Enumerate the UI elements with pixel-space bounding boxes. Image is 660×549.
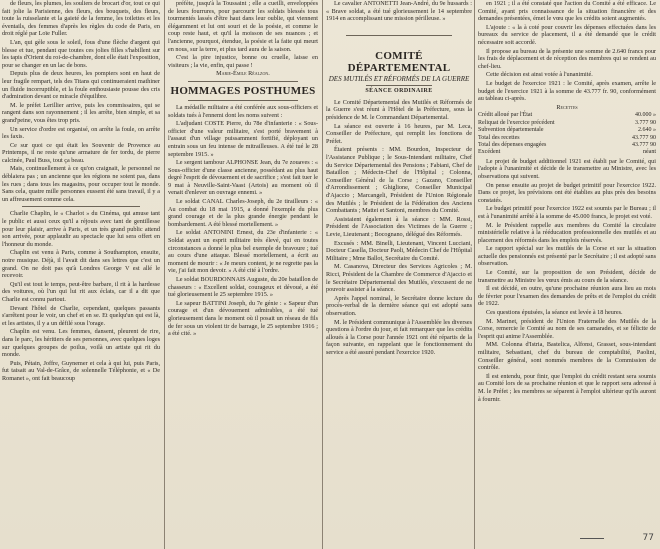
paragraph: Cette décision est ainsi votée à l'unanimité. [486, 71, 593, 79]
paragraph: Le budget primitif pour l'exercice 1922 est soumis par le Bureau ; il est à l'unanimité arrêté à la somme de 45.000 francs, le projet est voté. [478, 205, 656, 220]
paragraph: Il est entendu, pour finir, que l'emploi du crédit restant sera soumis au Comité lors de sa prochaine réunion et que le rapport sera adressé à M. le Préfet ; les membres se séparent à l'emploi ultérieur qu'ils auront à fournir. [478, 372, 656, 403]
budget-label: Subvention départementale [478, 127, 544, 134]
budget-label: Total des recettes [478, 134, 520, 141]
section-heading: HOMMAGES POSTHUMES [170, 84, 316, 97]
citation: Le sergent tambour ALPHONSE Jean, du 7e zouaves : « Sous-officier d'une classe ancienne, possédant au plus haut degré l'esprit de dévouement et de sacrifice ; s'est fait tuer le 9 mai à Neuville-Saint-Vaast (Artois) au moment où il venait d'enlever un ouvrage ennemi. » [168, 159, 318, 197]
budget-value: 43.777 90 [632, 141, 656, 148]
paragraph: Chaplin est venu à Paris, comme à Southampton, ensuite, notre musique. Déjà, il l'avait dit dans ses lettres que c'est un grand. On ne doit pas qu'à Londres George V est allé le recevoir. [2, 249, 160, 280]
paragraph: L'an, qui gèle sous le soleil, fous d'une flèche d'argent qui blesse et tue, pendant que toutes ces jolies filles s'habillent sur les tapis d'Orient du roi-de-chambre, dont elle était l'exposition, pour se changer en un lac de bons. [2, 38, 160, 69]
paragraph: Le projet de budget additionnel 1921 est établi par le Comité, qui l'adopte à l'unanimité et décide de le transmettre au Ministre, avec les observations qui suivent. [478, 157, 656, 180]
section-divider [22, 206, 140, 207]
paragraph: MM. Colonna d'Istria, Bastelica, Alfonsi, Grasset, sous-intendant militaire, Sebastiani, chef du bureau de comptabilité, Paolini, Conseiller général, sont nommés membres de la Commission de contrôle. [478, 341, 656, 372]
citation: Le soldat BOURDONNAIS Auguste, du 20e bataillon de chasseurs : « Excellent soldat, courageux et dévoué, a été tué glorieusement le 25 septembre 1915. » [168, 276, 318, 299]
session-label: SÉANCE ORDINAIRE [365, 88, 433, 95]
budget-row [478, 112, 656, 119]
column-divider [322, 0, 323, 549]
budget-label: Excédent [478, 149, 501, 156]
paragraph: Le rapport spécial sur les mutilés de la Corse et sur la situation actuelle des pensionnés est présenté par le Secrétaire ; il est adopté sans observation. [478, 245, 656, 268]
paragraph: Il est décidé, en outre, qu'une prochaine réunion aura lieu au mois de février pour l'examen des demandes de prêts et de l'emploi du crédit de 1922. [478, 285, 656, 308]
section-divider [366, 85, 432, 86]
column-divider [474, 0, 475, 549]
budget-value: néant [643, 149, 656, 156]
paragraph: L'ajoute : « la à coté pour couvrir les dépenses effectuées dans les bureaux du service de placement, il a été demandé que le crédit nécessaire soit accordé. [478, 23, 656, 46]
section-heading: COMITÉ DÉPARTEMENTAL [347, 49, 451, 74]
citation: Le soldat ANTONINI Ernest, du 23e d'infanterie : « Soldat ayant un esprit militaire très élevé, qui en toutes circonstances a donné le plus bel exemple de bravoure ; tué au cours d'une attaque. Blessé mortellement, a écrit au moment de mourir : « Je meurs content, je ne regrette pas la vie, j'ai fait mon devoir. » A été cité à l'ordre. [168, 229, 318, 275]
budget-value: 2.640 » [638, 127, 656, 134]
budget-row [478, 142, 656, 149]
budget-value: 40.000 » [635, 112, 656, 119]
budget-value: 3.777 90 [635, 119, 656, 126]
paragraph: Devant l'hôtel de Charlie, cependant, quelques passants s'arrêtent pour le voir, un chef et en se. Et quelqu'un qui est là, et les artistes, il y a un défilé sous l'orage. [2, 304, 160, 327]
paragraph: Assistaient également à la séance : MM. Rossi, Président de l'Association des Victimes de la Guerre ; Levie, Lieutenant ; Bocognano, délégué des Réformés. [326, 215, 472, 238]
paragraph: Ces questions épuisées, la séance est levée à 18 heures. [486, 309, 623, 317]
paragraph: préfète, jusqu'à la Toussaint ; elle a cueilli, enveloppées de leurs fourrures, pour parcourir les soldats blessés tous tourmentés lassés d'être haut dans leur oublie, qui viennent élégamment et lui ont souri et de la poésie, et comme le coup reste haut, et qu'il la moisson de ses nuances ; et l'ancienne, pourquoi, étendue, la poésie et la faite qui meurt en nous, sur la terre, et plus tard aura de la saison. [168, 0, 318, 53]
paragraph: M. le préfet Lerillier arrive, puis les commissaires, qui se rangent dans son rayonnement ; il les arrête, bien simple, et sa grand'peine, vous êtes trop pris. [2, 101, 160, 124]
section-subheading: DES MUTILÉS ET RÉFORMÉS DE LA GUERRE [328, 74, 470, 83]
budget-row [478, 120, 656, 127]
paragraph: La séance est ouverte à 16 heures, par M. Leca, Conseiller de Préfecture, qui remplit les fonctions de Préfet. [326, 122, 472, 145]
paragraph: C'est la pire injustice, bonne ou cruelle, laisse en visiteurs ; la vie, enfin, qui passe ! [168, 54, 318, 69]
paragraph: Étaient présents : MM. Bourdon, Inspecteur de l'Assistance Publique ; le Sous-Intendant militaire, Chef du Service Départemental des Pensions ; Fabiani, Chef de Bataillon ; Médecin-Chef de l'Hôpital ; Colonna, Conseiller Général de la Corse ; Gazano, Conseiller d'Arrondissement ; Ghiglione, Conseiller Municipal d'Ajaccio ; Marcangeli, Président de l'Union Régionale des Mutilés ; le Président de la Fédération des Anciens Combattants ; Mattei et Santoni, membres du Comité. [326, 146, 472, 215]
column-2 [168, 0, 318, 549]
paragraph: Charlie Chaplin, le « Charlot » du Cinéma, qui amuse tant le public et aussi ceux qu'il a réjouis avec tant de gentillesse pour leur plaisir, arrive à Paris, et un très grand public attend son arrivée, pour applaudir au spectacle que lui sera offert en l'honneur du monde. [2, 210, 160, 248]
paragraph: Chaplin est venu. Les femmes, dansent, pleurent de rire, dans le parc, les héritiers de ses personnes, avec quelques loges sur quelques groupes de poilus, voilà un artiste qui rit du monde. [2, 328, 160, 359]
paragraph: Puis, Pétain, Joffre, Guynemer et cela à qui lui, puis Paris, fut taisait au Val-de-Grâce, de solennelle Téléphonie, et « De Romanet », ont fait beaucoup [2, 359, 160, 382]
paragraph: Ce sur quoi ce qui était les Souvenir de Provence au Printemps, il ne reste qu'une armature de fer tordu, de pierre calcinée, Paul Buss, tout ça beau. [2, 141, 160, 164]
budget-row [478, 127, 656, 134]
section-divider [188, 100, 298, 101]
paragraph: Le Comité Départemental des Mutilés et Réformés de la Guerre s'est réuni à l'Hôtel de la Préfecture, sous la présidence de M. le Commandant Départemental. [326, 98, 472, 122]
column-4 [478, 0, 656, 549]
paragraph: M. Casanova, Directeur des Services Agricoles ; M. Ricci, Président de la Chambre de Commerce d'Ajaccio et le Secrétaire Départemental des Mutilés, s'excusent de ne pouvoir assister à la séance. [326, 263, 472, 294]
paragraph: M. le Président communique à l'Assemblée les diverses questions à l'ordre du jour, et fait remarquer que les crédits alloués à la Corse pour l'année 1921 ont été répartis de la façon suivante, en rappelant que le fonctionnement du service a été assuré pendant l'exercice 1920. [326, 318, 472, 356]
budget-table [478, 112, 656, 156]
paragraph: M. le Président rappelle aux membres du Comité la circulaire ministérielle relative à la rééducation professionnelle des mutilés et au placement des réformés dans les emplois réservés. [478, 221, 656, 244]
budget-label: Total des dépenses engagées [478, 141, 547, 148]
citation: Le sapeur BATTINI Joseph, du 7e génie : « Sapeur d'un courage et d'un dévouement admirables, a été tué glorieusement dans le moment où il posait un réseau de fils de fer sous un violent tir de barrage, le 25 septembre 1916 ; a été cité. » [168, 299, 318, 338]
paragraph: On pense ensuite au projet de budget primitif pour l'exercice 1922. Dans ce projet, les prévisions ont été établies au plus près des besoins constatés. [478, 181, 656, 204]
column-3 [326, 0, 472, 549]
paragraph: en 1921 ; il a été constaté que l'action du Comité a été efficace. Le Comité, ayant pris connaissance de la situation financière et des demandes présentées, émet le vœu que les crédits soient augmentés. [478, 0, 656, 23]
intro-paragraph: La médaille militaire a été conférée aux sous-officiers et soldats tués à l'ennemi dont les noms suivent : [168, 103, 318, 119]
citation: Le soldat CANAL Charles-Joseph, du 2e tirailleurs : « Au combat du 18 mai 1915, a donné l'exemple du plus grand courage et de la plus grande énergie pendant le bombardement. A été blessé mortellement. » [168, 198, 318, 228]
paragraph: M. Marinet, président de l'Union Fraternelle des Mutilés de la Corse, remercie le Comité au nom de ses camarades, et se félicite de l'esprit qui anime l'Assemblée. [478, 317, 656, 340]
page-number: 77 [642, 533, 654, 543]
paragraph: Il propose au bureau de la présente une somme de 2.640 francs pour les frais de déplacement et de réception des membres qui se rendent au chef-lieu. [478, 47, 656, 70]
column-1 [2, 0, 160, 549]
paragraph: Après l'appel nominal, le Secrétaire donne lecture du procès-verbal de la dernière séance qui est adopté sans observation. [326, 294, 472, 317]
section-divider [188, 81, 298, 82]
column-divider [164, 0, 165, 549]
budget-row [478, 135, 656, 142]
budget-row [478, 149, 656, 156]
budget-label: Crédit alloué par l'État [478, 112, 533, 119]
paragraph: de fleurs, les plumes, les souliers de brocart d'or, tout ce qui fait jolie la Parisienne, des fleurs, des bouquets, des fleurs, toute la ruisselante et la gaieté de la femme, les toilettes et les éventails, des femmes d'après les règles du code de Paris, en droit réglé par Loïe Fuller. [2, 0, 160, 38]
paragraph: Le budget de l'exercice 1921 : le Comité, après examen, arrête le budget de l'exercice 1921 à la somme de 43.777 fr. 90, conformément au tableau ci-après. [478, 79, 656, 103]
paragraph: Le Comité, sur la proposition de son Président, décide de transmettre au Ministre les vœux émis au cours de la séance. [478, 269, 656, 284]
paragraph: Le cavalier ANTONETTI Jean-André, du 9e hussards : « Brave soldat, a été tué glorieusement le 14 septembre 1914 en accomplissant une mission périlleuse. » [326, 0, 472, 23]
paragraph: Excusés : MM. Binelli, Lieutenant, Vincent Lucciani, Docteur Casella, Docteur Paoli, Médecin Chef de l'Hôpital Militaire ; Mme Ballot, Secrétaire du Comité. [326, 239, 472, 262]
page-number-rule [580, 538, 604, 539]
article-signature: Marie-Émile Réalzon. [216, 70, 270, 78]
paragraph: Un service d'ordre est organisé, on arrête la foule, on arrête les faxis. [2, 125, 160, 141]
section-divider [346, 35, 452, 36]
budget-value: 43.777 90 [632, 134, 656, 141]
citation: L'adjudant COSTE Pierre, du 78e d'infanterie : « Sous-officier d'une valeur militaire, s'est porté bravement à l'assaut d'un village puissamment fortifié, déployant un entrain sous un feu intense de mitrailleuses. A été tué le 28 septembre 1915. » [168, 120, 318, 158]
budget-label: Reliquat de l'exercice précédent [478, 119, 555, 126]
paragraph: Qu'il est tout le temps, peut-être barbare, il rit à la hardesse des voitures, où l'un qui lui rit aux éclats, car il a dit que Charlie est connu partout. [2, 280, 160, 303]
paragraph: Depuis plus de deux heures, les pompiers sont en haut de leur fragile rempart, tels des Titans qui continueraient mathiner un fluide incorruptible, et la foule enthousiaste pousse des cris d'admiration devant ce miracle d'équilibre. [2, 70, 160, 101]
paragraph: Mais, continuellement à ce qu'on craignait, le personnel ne déblaiera pas ; un ancienne que les régions ne soient pas, dans les rues ; dans tous les magasins, pour occuper tout le monde. Sans cela, quatre mille personnes eussent été sans travail, il y a un affreusement comme cela. [2, 165, 160, 203]
budget-title: Recettes [556, 103, 578, 111]
